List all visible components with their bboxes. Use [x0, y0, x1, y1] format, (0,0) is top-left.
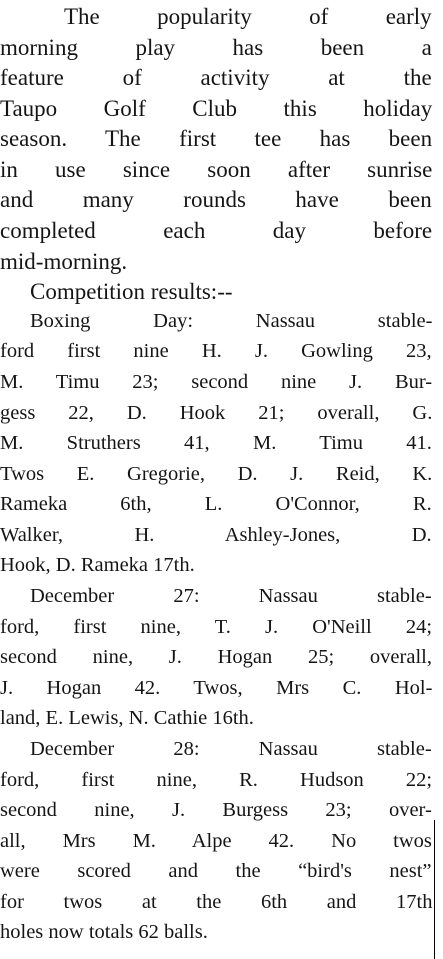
result-line: holes now totals 62 balls.: [0, 921, 208, 944]
result-line: for twos at the 6th and 17th: [0, 890, 433, 913]
intro-line: in use since soon after sunrise: [0, 156, 433, 182]
result-line: land, E. Lewis, N. Cathie 16th.: [0, 707, 254, 730]
intro-line: morning play has been a: [0, 34, 432, 60]
result-line: December 28: Nassau stable-: [30, 737, 432, 760]
result-line: ford, first nine, T. J. O'Neill 24;: [0, 615, 433, 638]
result-line: ford, first nine, R. Hudson 22;: [0, 768, 433, 791]
results-heading: Competition results:--: [30, 279, 233, 305]
intro-line: Taupo Golf Club this holiday: [0, 95, 433, 121]
intro-line: season. The first tee has been: [0, 126, 433, 152]
result-line: December 27: Nassau stable-: [30, 585, 432, 608]
result-line: second nine, J. Hogan 25; overall,: [0, 646, 432, 669]
intro-line: feature of activity at the: [0, 65, 432, 91]
intro-line: mid-morning.: [0, 248, 128, 274]
intro-line: completed each day before: [0, 218, 433, 244]
result-line: M. Struthers 41, M. Timu 41.: [0, 432, 432, 455]
result-line: Twos E. Gregorie, D. J. Reid, K.: [0, 462, 433, 485]
result-line: were scored and the “bird's nest”: [0, 860, 432, 883]
result-line: ford first nine H. J. Gowling 23,: [0, 340, 432, 363]
result-line: J. Hogan 42. Twos, Mrs C. Hol-: [0, 676, 433, 699]
intro-line: and many rounds have been: [0, 187, 432, 213]
column-divider: [434, 820, 435, 959]
result-line: Walker, H. Ashley-Jones, D.: [0, 523, 432, 546]
result-line: M. Timu 23; second nine J. Bur-: [0, 370, 433, 393]
result-line: second nine, J. Burgess 23; over-: [0, 799, 432, 822]
result-line: all, Mrs M. Alpe 42. No twos: [0, 829, 432, 852]
result-line: Hook, D. Rameka 17th.: [0, 554, 195, 577]
result-line: gess 22, D. Hook 21; overall, G.: [0, 401, 433, 424]
result-line: Boxing Day: Nassau stable-: [30, 309, 433, 332]
intro-line: The popularity of early: [64, 4, 432, 29]
result-line: Rameka 6th, L. O'Connor, R.: [0, 493, 432, 516]
